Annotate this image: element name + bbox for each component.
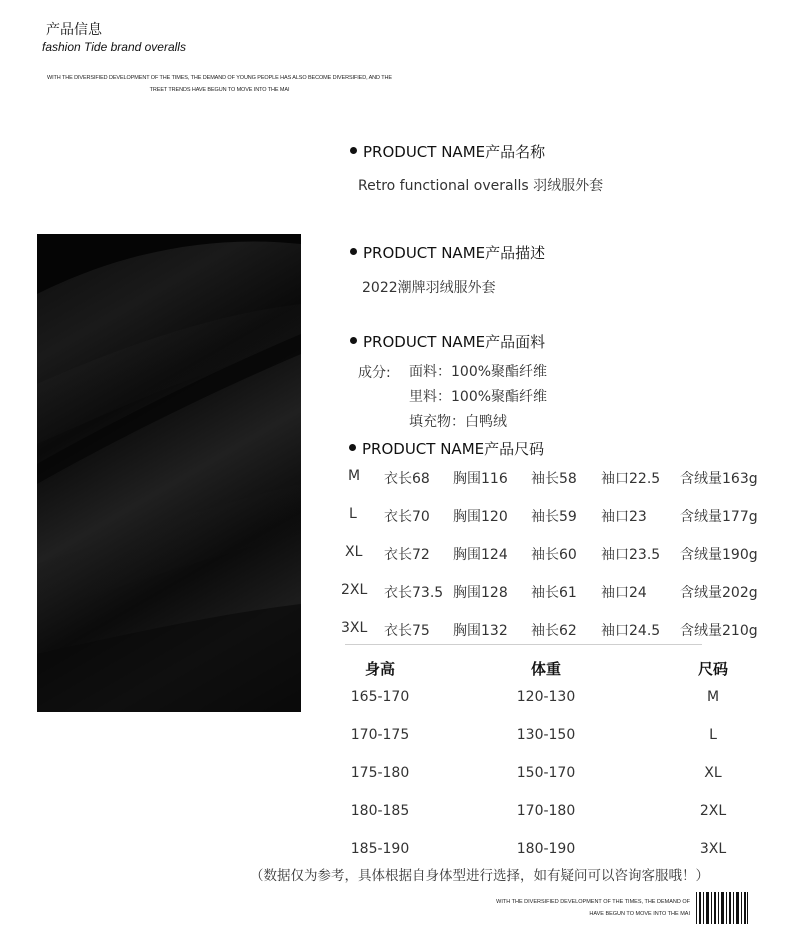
fit-height-cell: 175-180	[350, 765, 410, 781]
section-title-desc	[350, 242, 545, 263]
reference-note: （数据仅为参考，具体根据自身体型进行选择，如有疑问可以咨询客服哦！）	[250, 868, 709, 884]
product-desc-value: 2022潮牌羽绒服外套	[362, 280, 496, 296]
footer-tagline-line1: WITH THE DIVERSIFIED DEVELOPMENT OF THE TIMES, THE DEMAND OF	[496, 899, 690, 905]
down-cell: 含绒量177g	[680, 509, 758, 525]
chest-cell: 胸围120	[453, 509, 508, 525]
section-title-size	[349, 438, 544, 459]
product-fabric-photo	[37, 234, 301, 712]
length-cell: 衣长70	[384, 509, 430, 525]
footer-tagline	[470, 896, 690, 920]
bullet-dot-icon	[349, 444, 356, 451]
barcode-icon	[696, 892, 748, 924]
fit-size-cell: 2XL	[699, 803, 727, 819]
fit-weight-cell: 130-150	[516, 727, 576, 743]
fit-height-cell: 185-190	[350, 841, 410, 857]
fabric-line-filling: 填充物：白鸭绒	[409, 414, 507, 430]
bullet-dot-icon	[350, 147, 357, 154]
length-cell: 衣长75	[384, 623, 430, 639]
cuff-cell: 袖口24.5	[601, 623, 661, 639]
fit-header-weight: 体重	[530, 660, 561, 678]
sleeve-cell: 袖长62	[531, 623, 577, 639]
header-tagline-line1: WITH THE DIVERSIFIED DEVELOPMENT OF THE TIMES, THE DEMAND OF YOUNG PEOPLE HAS ALSO BECOME DIVERSIFIED, AND THE	[47, 75, 392, 81]
section-title-fabric-text: PRODUCT NAME产品面料	[363, 333, 546, 351]
size-cell: L	[349, 506, 357, 522]
length-cell: 衣长73.5	[384, 585, 444, 601]
section-title-name	[350, 141, 545, 162]
down-cell: 含绒量210g	[680, 623, 758, 639]
chest-cell: 胸围116	[453, 471, 508, 487]
cuff-cell: 袖口23	[601, 509, 647, 525]
fit-height-cell: 170-175	[350, 727, 410, 743]
chest-cell: 胸围128	[453, 585, 508, 601]
length-cell: 衣长68	[384, 471, 430, 487]
fit-weight-cell: 150-170	[516, 765, 576, 781]
fit-weight-cell: 120-130	[516, 689, 576, 705]
sleeve-cell: 袖长60	[531, 547, 577, 563]
header-tagline	[42, 72, 397, 96]
section-title-size-text: PRODUCT NAME产品尺码	[362, 440, 545, 458]
length-cell: 衣长72	[384, 547, 430, 563]
cuff-cell: 袖口23.5	[601, 547, 661, 563]
cuff-cell: 袖口22.5	[601, 471, 661, 487]
header-title-cn: 产品信息	[46, 22, 102, 38]
bullet-dot-icon	[350, 337, 357, 344]
fit-size-cell: XL	[704, 765, 722, 781]
size-cell: 3XL	[341, 620, 368, 636]
fit-height-cell: 180-185	[350, 803, 410, 819]
sleeve-cell: 袖长59	[531, 509, 577, 525]
header-title-en: fashion Tide brand overalls	[42, 40, 186, 54]
section-title-name-text: PRODUCT NAME产品名称	[363, 143, 546, 161]
fit-weight-cell: 170-180	[516, 803, 576, 819]
bullet-dot-icon	[350, 248, 357, 255]
down-cell: 含绒量163g	[680, 471, 758, 487]
down-cell: 含绒量202g	[680, 585, 758, 601]
size-cell: M	[348, 468, 361, 484]
fabric-line-lining: 里料：100%聚酯纤维	[409, 389, 548, 405]
chest-cell: 胸围124	[453, 547, 508, 563]
section-title-fabric	[350, 331, 545, 352]
fit-height-cell: 165-170	[350, 689, 410, 705]
table-divider	[345, 644, 702, 645]
fit-size-cell: 3XL	[699, 841, 727, 857]
footer-tagline-line2: HAVE BEGUN TO MOVE INTO THE MAI	[589, 911, 690, 917]
product-name-value: Retro functional overalls 羽绒服外套	[358, 178, 604, 194]
fit-size-cell: L	[709, 727, 717, 743]
fit-size-cell: M	[706, 689, 720, 705]
header-tagline-line2: TREET TRENDS HAVE BEGUN TO MOVE INTO THE MAI	[149, 87, 290, 93]
fabric-line-outer: 面料：100%聚酯纤维	[409, 364, 548, 380]
fit-header-size: 尺码	[697, 660, 728, 678]
down-cell: 含绒量190g	[680, 547, 758, 563]
cuff-cell: 袖口24	[601, 585, 647, 601]
sleeve-cell: 袖长58	[531, 471, 577, 487]
section-title-desc-text: PRODUCT NAME产品描述	[363, 244, 546, 262]
fit-header-height: 身高	[364, 660, 395, 678]
sleeve-cell: 袖长61	[531, 585, 577, 601]
fabric-label: 成分:	[358, 365, 391, 381]
size-cell: XL	[345, 544, 363, 560]
chest-cell: 胸围132	[453, 623, 508, 639]
size-cell: 2XL	[341, 582, 368, 598]
fit-weight-cell: 180-190	[516, 841, 576, 857]
